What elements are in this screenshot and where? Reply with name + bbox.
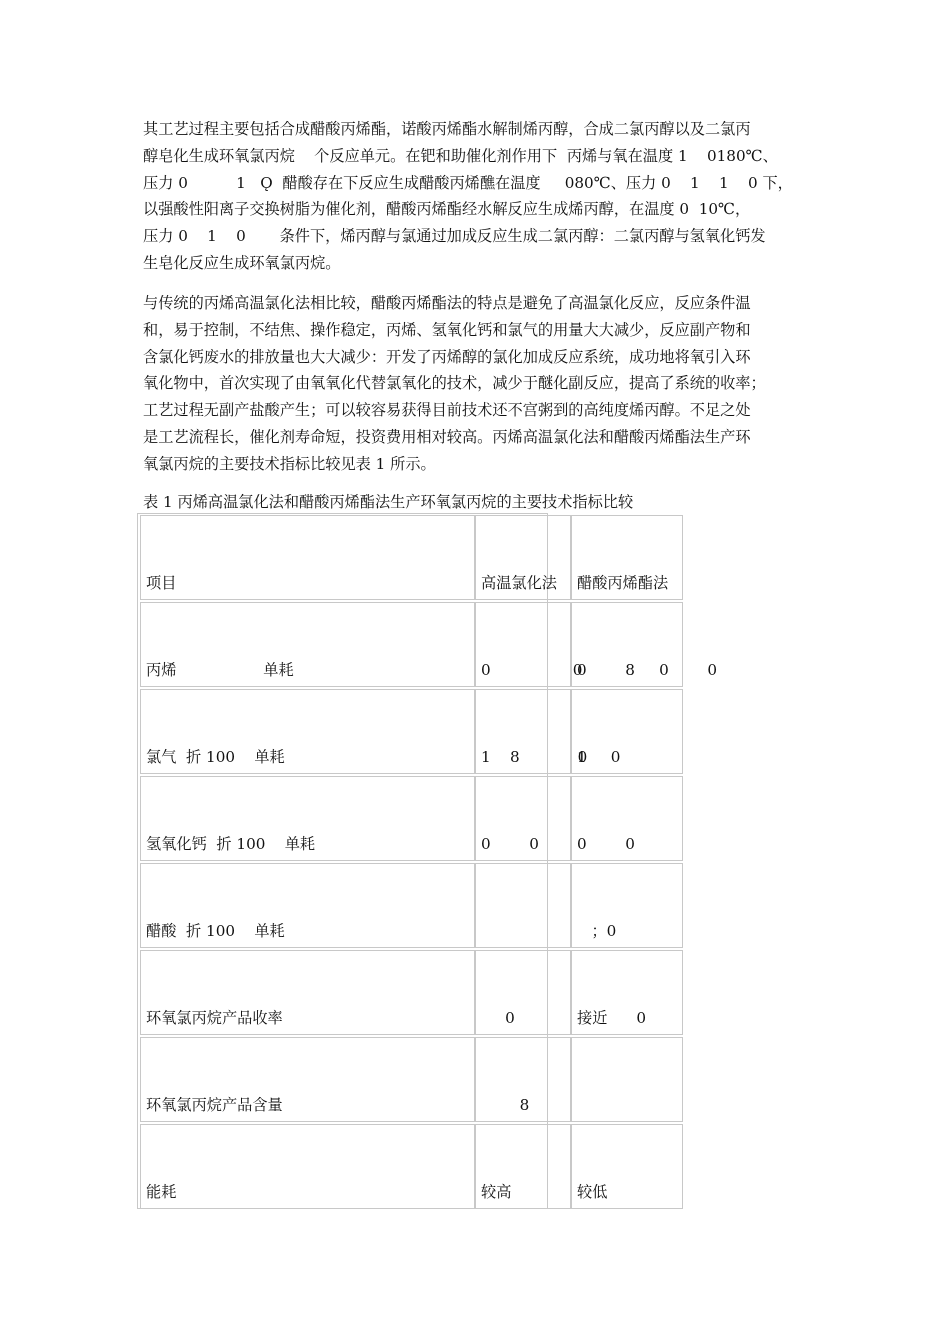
- table-cell: [475, 602, 583, 687]
- cell-text: 醋酸 折 100 单耗: [146, 922, 285, 940]
- cell-text: 较高: [481, 1183, 512, 1201]
- cell-text: 0 0: [577, 835, 635, 853]
- text-line: 含氯化钙废水的排放量也大大减少：开发了丙烯醇的氯化加成反应系统，成功地将氧引入环: [143, 347, 751, 366]
- cell-text: 0 8 0 0: [577, 661, 718, 679]
- text-line: 氧化物中，首次实现了由氧氧化代替氯氧化的技术，减少于醚化副反应，提高了系统的收率；: [143, 374, 766, 393]
- text-line: 和，易于控制，不结焦、操作稳定，丙烯、氢氧化钙和氯气的用量大大减少，反应副产物和: [143, 320, 751, 339]
- table-header-cell: [571, 515, 683, 600]
- cell-text: 接近 0: [577, 1009, 647, 1027]
- table-cell: [571, 689, 683, 774]
- text-line: 压力 0 1 Ǫ 醋酸存在下反应生成醋酸丙烯醮在温度 080℃、压力 0 1 1 0 下，: [143, 173, 793, 192]
- text-line: 与传统的丙烯高温氯化法相比较，醋酸丙烯酯法的特点是避免了高温氯化反应，反应条件温: [143, 294, 751, 312]
- table-cell: [571, 1037, 683, 1122]
- cell-text: 丙烯 单耗: [146, 661, 294, 679]
- table-cell: [475, 689, 588, 774]
- cell-text: 8: [481, 1096, 530, 1114]
- cell-text: 较低: [577, 1183, 608, 1201]
- comparison-table: [137, 513, 718, 1209]
- cell-text: ；0: [577, 922, 617, 940]
- table-header-cell: [475, 515, 571, 600]
- table-cell: [475, 1124, 571, 1209]
- table-cell: [140, 950, 475, 1035]
- cell-text: 氢氧化钙 折 100 单耗: [146, 835, 316, 853]
- table-cell: [475, 776, 571, 861]
- table-cell: [475, 863, 571, 948]
- table-caption: 表 1 丙烯高温氯化法和醋酸丙烯酯法生产环氧氯丙烷的主要技术指标比较: [143, 493, 634, 511]
- table-cell: [140, 602, 475, 687]
- text-line: 氧氯丙烷的主要技术指标比较见表 1 所示。: [143, 454, 436, 473]
- table-cell: [475, 950, 571, 1035]
- text-line: 是工艺流程长，催化剂寿命短，投资费用相对较高。丙烯高温氯化法和醋酸丙烯酯法生产环: [143, 427, 751, 446]
- table-cell: [571, 863, 683, 948]
- table-cell: [571, 602, 718, 687]
- table-cell: [140, 689, 475, 774]
- cell-text: 1 8 0: [481, 748, 588, 766]
- text-line: 生皂化反应生成环氧氯丙烷。: [143, 253, 341, 272]
- table-cell: [140, 863, 475, 948]
- cell-text: 0 0: [481, 835, 539, 853]
- cell-text: 氯气 折 100 单耗: [146, 748, 285, 766]
- cell-text: 0 0: [481, 661, 583, 679]
- cell-text: 环氧氯丙烷产品含量: [146, 1096, 283, 1114]
- table-cell: [571, 776, 683, 861]
- text-line: 醇皂化生成环氧氯丙烷 个反应单元。在钯和助催化剂作用下 丙烯与氧在温度 1 0180℃、: [143, 146, 778, 165]
- cell-text: 醋酸丙烯酯法: [577, 574, 669, 592]
- text-line: 其工艺过程主要包括合成醋酸丙烯酯，诺酸丙烯酯水解制烯丙醇，合成二氯丙醇以及二氯丙: [143, 120, 751, 138]
- text-line: 以强酸性阳离子交换树脂为催化剂，醋酸丙烯酯经水解反应生成烯丙醇，在温度 0 10℃，: [143, 200, 751, 219]
- table-header-cell: [140, 515, 475, 600]
- table-cell: [140, 776, 475, 861]
- paragraph-comparison: [143, 290, 811, 478]
- table-cell: [571, 1124, 683, 1209]
- table-cell: [475, 1037, 571, 1122]
- table-cell: [140, 1124, 475, 1209]
- paragraph-process: [143, 116, 811, 277]
- cell-text: 项目: [146, 574, 177, 592]
- table-cell: [571, 950, 683, 1035]
- cell-text: 能耗: [146, 1183, 177, 1201]
- cell-text: 高温氯化法: [481, 574, 557, 592]
- cell-text: 0: [481, 1009, 515, 1027]
- table-cell: [140, 1037, 475, 1122]
- cell-text: 环氧氯丙烷产品收率: [146, 1009, 283, 1027]
- text-line: 工艺过程无副产盐酸产生；可以较容易获得目前技术还不宫粥到的高纯度烯丙醇。不足之处: [143, 401, 751, 420]
- cell-text: 1 0: [577, 748, 621, 766]
- text-line: 压力 0 1 0 条件下，烯丙醇与氯通过加成反应生成二氯丙醇：二氯丙醇与氢氧化钙发: [143, 227, 766, 246]
